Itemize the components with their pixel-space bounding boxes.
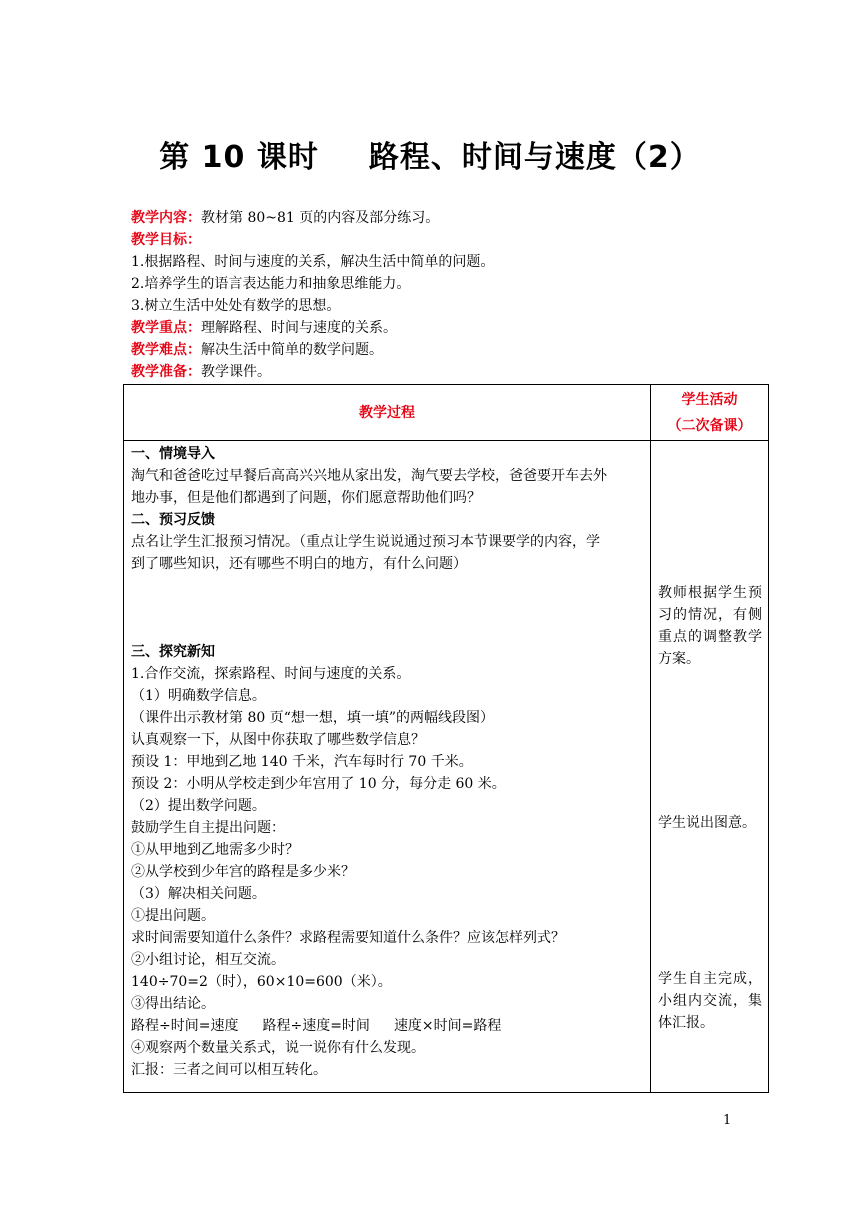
- goal-item: 1.根据路程、时间与速度的关系，解决生活中简单的问题。: [131, 254, 495, 270]
- goal-item: 3.树立生活中处处有数学的思想。: [131, 298, 341, 314]
- process-line: ②小组讨论，相互交流。: [131, 952, 285, 968]
- process-line: 140÷70=2（时），60×10=600（米）。: [131, 974, 392, 990]
- process-line: 认真观察一下，从图中你获取了哪些数学信息？: [131, 732, 425, 748]
- process-line: 预设 2：小明从学校走到少年宫用了 10 分，每分走 60 米。: [131, 776, 506, 792]
- key-line: [131, 317, 494, 339]
- process-line: ①提出问题。: [131, 908, 215, 924]
- process-line: 预设 1：甲地到乙地 140 千米，汽车每时行 70 千米。: [131, 754, 473, 770]
- process-line: 汇报：三者之间可以相互转化。: [131, 1062, 327, 1078]
- table-header-row: [124, 385, 769, 441]
- process-line: （2）提出数学问题。: [131, 798, 266, 814]
- process-line: ①从甲地到乙地需多少时？: [131, 842, 299, 858]
- activity-header-note: （二次备课）: [667, 417, 752, 434]
- process-line: （1）明确数学信息。: [131, 688, 266, 704]
- process-line: ③得出结论。: [131, 996, 215, 1012]
- lesson-number: 第 10 课时: [159, 140, 319, 175]
- section-heading: 一、情境导入: [131, 446, 215, 462]
- table-body-row: [124, 441, 769, 1093]
- activity-header-cell: [651, 385, 769, 441]
- process-cell: [124, 441, 651, 1093]
- process-line: ④观察两个数量关系式，说一说你有什么发现。: [131, 1040, 425, 1056]
- formula-line: [131, 1015, 644, 1037]
- goals-label: 教学目标：: [131, 232, 201, 248]
- process-line: 到了哪些知识，还有哪些不明白的地方，有什么问题）: [131, 556, 467, 572]
- difficulty-label: 教学难点：: [131, 342, 201, 358]
- page-number: 1: [723, 1113, 732, 1128]
- section-heading: 三、探究新知: [131, 644, 215, 660]
- activity-header: 学生活动: [681, 391, 738, 408]
- process-line: ②从学校到少年宫的路程是多少米？: [131, 864, 355, 880]
- goal-item: 2.培养学生的语言表达能力和抽象思维能力。: [131, 276, 411, 292]
- lesson-title: [0, 136, 860, 180]
- activity-note: 学生自主完成，小组内交流，集体汇报。: [658, 971, 762, 1031]
- lesson-topic: 路程、时间与速度（2）: [368, 140, 701, 175]
- process-header: 教学过程: [359, 404, 415, 421]
- formula-distance: 速度×时间=路程: [393, 1018, 502, 1034]
- difficulty-text: 解决生活中简单的数学问题。: [201, 342, 383, 358]
- content-line: [131, 207, 494, 229]
- section-heading: 二、预习反馈: [131, 512, 215, 528]
- prep-label: 教学准备：: [131, 364, 201, 380]
- process-line: 求时间需要知道什么条件？求路程需要知道什么条件？应该怎样列式？: [131, 930, 565, 946]
- process-line: 点名让学生汇报预习情况。（重点让学生说说通过预习本节课要学的内容，学: [131, 534, 600, 550]
- key-label: 教学重点：: [131, 320, 201, 336]
- lesson-info: [131, 207, 494, 383]
- lesson-table: [123, 384, 769, 1093]
- process-line: （课件出示教材第 80 页“想一想，填一填”的两幅线段图）: [131, 710, 495, 726]
- process-line: 鼓励学生自主提出问题：: [131, 820, 285, 836]
- key-text: 理解路程、时间与速度的关系。: [201, 320, 397, 336]
- process-line: 地办事，但是他们都遇到了问题，你们愿意帮助他们吗？: [131, 490, 481, 506]
- prep-line: [131, 361, 494, 383]
- blank-space: [131, 575, 644, 641]
- content-label: 教学内容：: [131, 210, 201, 226]
- process-line: （3）解决相关问题。: [131, 886, 266, 902]
- process-header-cell: [124, 385, 651, 441]
- process-line: 淘气和爸爸吃过早餐后高高兴兴地从家出发，淘气要去学校，爸爸要开车去外: [131, 468, 607, 484]
- formula-speed: 路程÷时间=速度: [131, 1018, 239, 1034]
- formula-time: 路程÷速度=时间: [262, 1018, 370, 1034]
- difficulty-line: [131, 339, 494, 361]
- activity-note: 学生说出图意。: [658, 815, 756, 831]
- prep-text: 教学课件。: [201, 364, 271, 380]
- activity-cell: [651, 441, 769, 1093]
- activity-note: 教师根据学生预习的情况，有侧重点的调整教学方案。: [658, 585, 762, 667]
- content-text: 教材第 80~81 页的内容及部分练习。: [201, 210, 440, 226]
- process-line: 1.合作交流，探索路程、时间与速度的关系。: [131, 666, 411, 682]
- goals-line: [131, 229, 494, 251]
